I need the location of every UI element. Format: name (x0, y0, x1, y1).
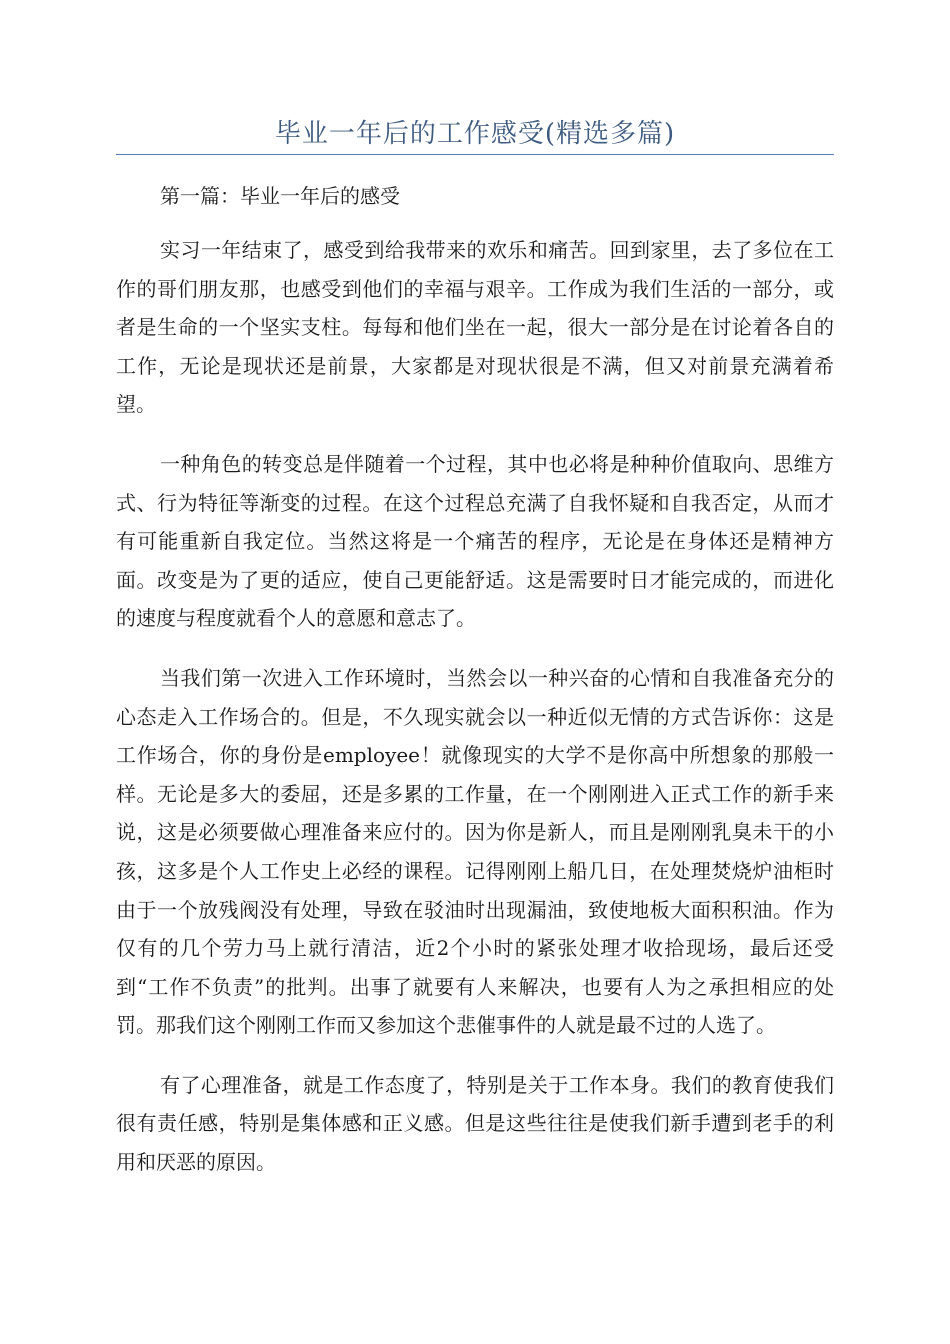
section-heading: 第一篇：毕业一年后的感受 (160, 184, 400, 208)
body-paragraph-3: 当我们第一次进入工作环境时，当然会以一种兴奋的心情和自我准备充分的心态走入工作场合的。但是，不久现实就会以一种近似无情的方式告诉你：这是工作场合，你的身份是employee！就像现实的大学不是你高中所想象的那般一样。无论是多大的委屈，还是多累的工作量，在一个刚刚进入正式工作的新手来说，这是必须要做心理准备来应付的。因为你是新人，而且是刚刚乳臭未干的小孩，这多是个人工作史上必经的课程。记得刚刚上船几日，在处理焚烧炉油柜时由于一个放残阀没有处理，导致在驳油时出现漏油，致使地板大面积积油。作为仅有的几个劳力马上就行清洁，近2个小时的紧张处理才收拾现场，最后还受到“工作不负责”的批判。出事了就要有人来解决，也要有人为之承担相应的处罚。那我们这个刚刚工作而又参加这个悲催事件的人就是最不过的人选了。 (116, 665, 834, 1038)
title-underline-divider (116, 154, 834, 155)
body-paragraph-4: 有了心理准备，就是工作态度了，特别是关于工作本身。我们的教育使我们很有责任感，特别是集体感和正义感。但是这些往往是使我们新手遭到老手的利用和厌恶的原因。 (116, 1072, 834, 1175)
body-paragraph-1: 实习一年结束了，感受到给我带来的欢乐和痛苦。回到家里，去了多位在工作的哥们朋友那，也感受到他们的幸福与艰辛。工作成为我们生活的一部分，或者是生命的一个坚实支柱。每每和他们坐在一起，很大一部分是在讨论着各自的工作，无论是现状还是前景，大家都是对现状很是不满，但又对前景充满着希望。 (116, 238, 834, 417)
document-title: 毕业一年后的工作感受(精选多篇) (274, 119, 676, 149)
document-page (116, 0, 834, 1182)
body-paragraph-2: 一种角色的转变总是伴随着一个过程，其中也必将是种种价值取向、思维方式、行为特征等渐变的过程。在这个过程总充满了自我怀疑和自我否定，从而才有可能重新自我定位。当然这将是一个痛苦的程序，无论是在身体还是精神方面。改变是为了更的适应，使自己更能舒适。这是需要时日才能完成的，而进化的速度与程度就看个人的意愿和意志了。 (116, 451, 834, 631)
